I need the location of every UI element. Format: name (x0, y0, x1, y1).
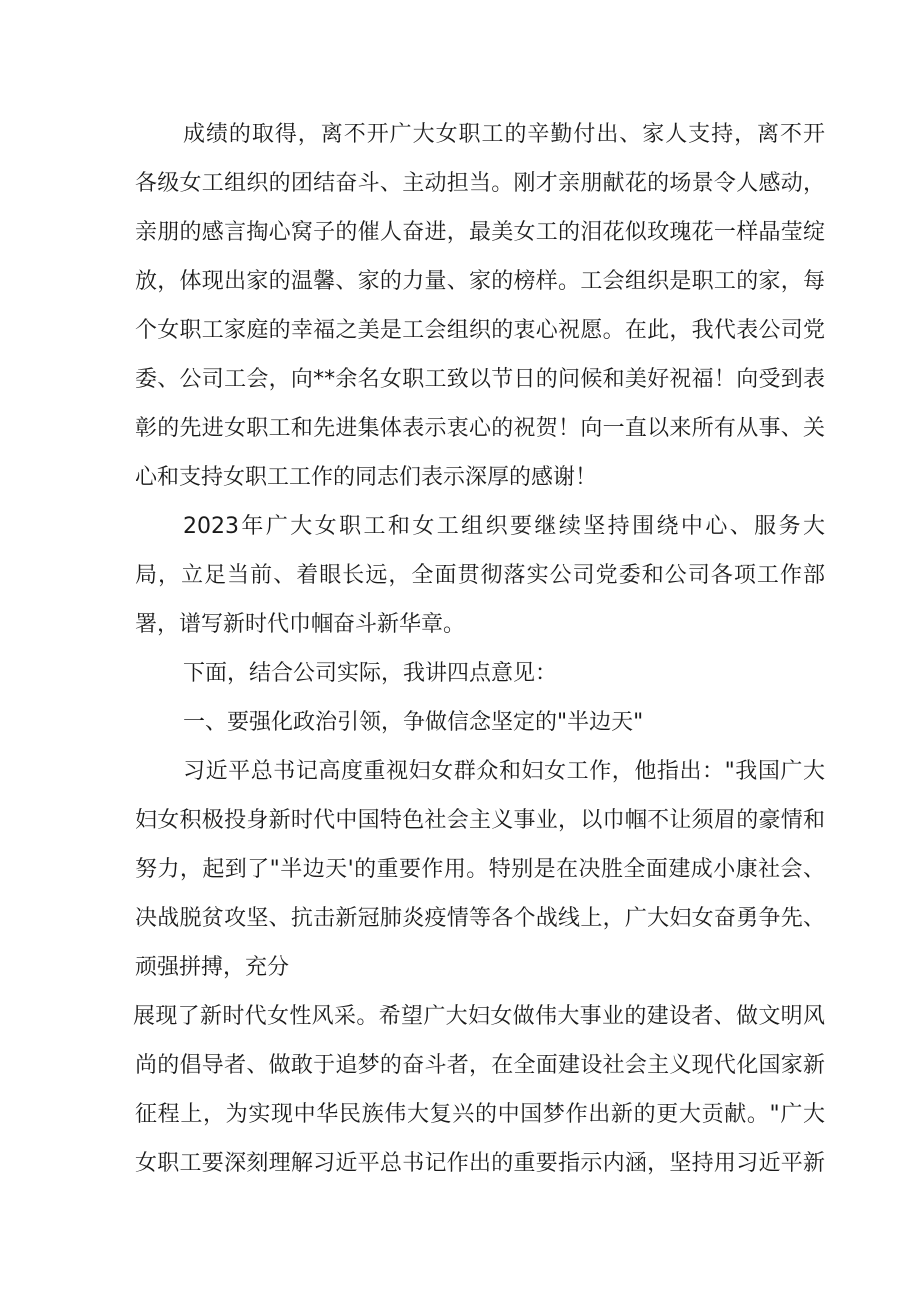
body-line: 2023年广大女职工和女工组织要继续坚持围绕中心、服务大 (183, 514, 825, 539)
body-line: 努力，起到了"半边天'的重要作用。特别是在决胜全面建成小康社会、 (135, 857, 825, 882)
body-line: 委、公司工会，向**余名女职工致以节日的问候和美好祝福！向受到表 (135, 367, 825, 392)
body-line: 成绩的取得，离不开广大女职工的辛勤付出、家人支持，离不开 (183, 122, 825, 147)
body-line: 各级女工组织的团结奋斗、主动担当。刚才亲朋献花的场景令人感动， (135, 171, 825, 196)
body-line: 顽强拼搏，充分 (135, 955, 290, 980)
body-line: 放，体现出家的温馨、家的力量、家的榜样。工会组织是职工的家，每 (135, 269, 825, 294)
body-line: 妇女积极投身新时代中国特色社会主义事业，以巾帼不让须眉的豪情和 (135, 808, 825, 833)
body-line: 彰的先进女职工和先进集体表示衷心的祝贺！向一直以来所有从事、关 (135, 416, 825, 441)
body-line: 尚的倡导者、做敢于追梦的奋斗者，在全面建设社会主义现代化国家新 (135, 1053, 825, 1078)
body-line: 女职工要深刻理解习近平总书记作出的重要指示内涵，坚持用习近平新 (135, 1151, 825, 1176)
body-line: 征程上，为实现中华民族伟大复兴的中国梦作出新的更大贡献。"广大 (135, 1102, 825, 1127)
body-line: 亲朋的感言掏心窝子的催人奋进，最美女工的泪花似玫瑰花一样晶莹绽 (135, 220, 825, 245)
body-line: 展现了新时代女性风采。希望广大妇女做伟大事业的建设者、做文明风 (133, 1004, 825, 1029)
body-line: 心和支持女职工工作的同志们表示深厚的感谢！ (135, 465, 598, 490)
body-line: 署，谱写新时代巾帼奋斗新华章。 (135, 612, 466, 637)
body-line: 习近平总书记高度重视妇女群众和妇女工作，他指出："我国广大 (183, 759, 825, 784)
body-line: 局，立足当前、着眼长远，全面贯彻落实公司党委和公司各项工作部 (135, 563, 825, 588)
body-line: 下面，结合公司实际，我讲四点意见： (183, 661, 558, 686)
section-heading: 一、要强化政治引领，争做信念坚定的"半边天" (183, 710, 644, 735)
body-line: 决战脱贫攻坚、抗击新冠肺炎疫情等各个战线上，广大妇女奋勇争先、 (135, 906, 825, 931)
body-line: 个女职工家庭的幸福之美是工会组织的衷心祝愿。在此，我代表公司党 (135, 318, 825, 343)
